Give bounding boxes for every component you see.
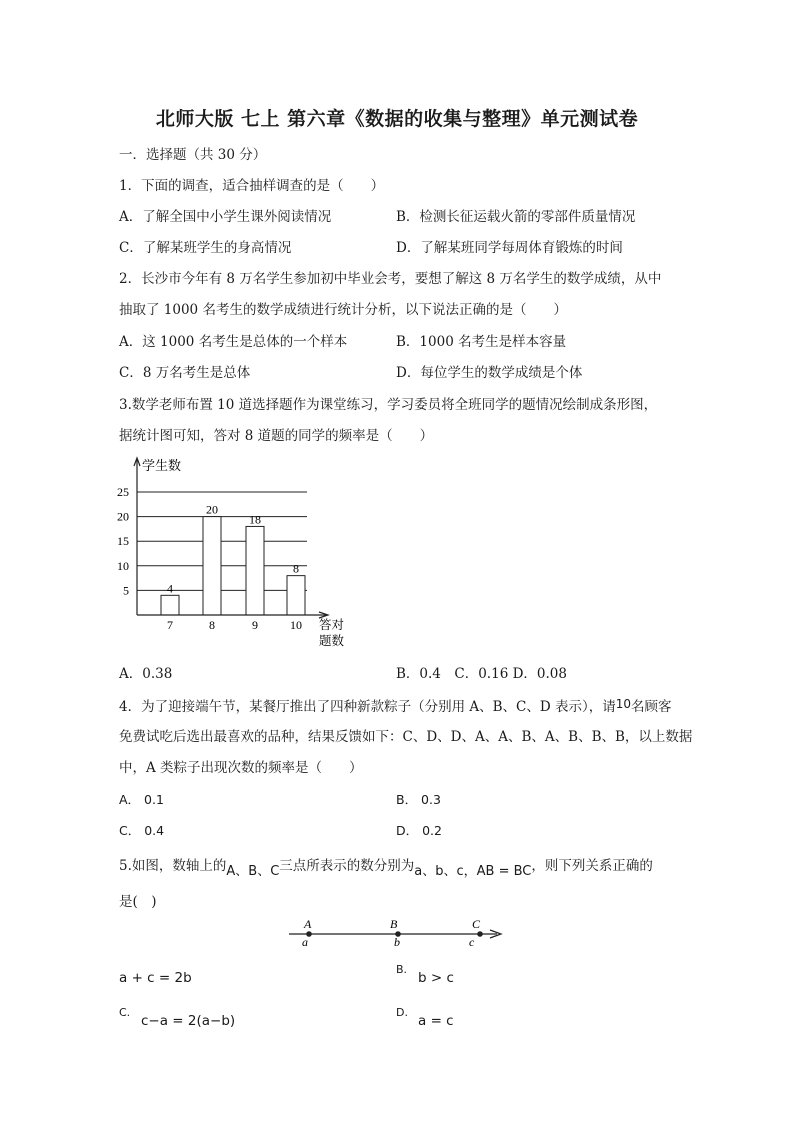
bar-value-label: 8 [293, 561, 299, 576]
value-b-label: b [394, 935, 400, 949]
x-axis-title-line1: 答对 [319, 618, 345, 632]
q4-option-c: C． 0.4 [119, 823, 165, 838]
bar-value-label: 4 [167, 581, 173, 596]
x-tick-label: 8 [209, 618, 215, 632]
q3-options-bcd: B．0.4 C．0.16 D．0.08 [396, 666, 567, 682]
y-tick-label: 10 [117, 558, 129, 573]
bar-value-label: 20 [206, 502, 218, 517]
q2-stem-line2: 抽取了 1000 名考生的数学成绩进行统计分析，以下说法正确的是（ ） [119, 302, 567, 318]
bar-9 [246, 526, 264, 615]
q3-stem-line1: 3.数学老师布置 10 道选择题作为课堂练习，学习委员将全班同学的题情况绘制成条形图， [119, 397, 658, 413]
y-tick-label: 20 [117, 509, 129, 524]
q4-stem-line3: 中，A 类粽子出现次数的频率是（ ） [119, 760, 363, 776]
x-tick-label: 10 [290, 618, 302, 632]
bar-chart [110, 452, 360, 652]
q1-option-b: B．检测长征运载火箭的零部件质量情况 [396, 209, 636, 225]
q5-stem-line1 [119, 857, 653, 879]
q1-option-a: A．了解全国中小学生课外阅读情况 [119, 209, 332, 225]
q5-stem-points: A、B、C [226, 864, 280, 879]
q3-option-a: A．0.38 [119, 666, 173, 682]
q5-option-b-label: B. [396, 963, 408, 976]
point-b-label: B [390, 917, 398, 931]
y-tick-label: 15 [117, 534, 129, 549]
q5-option-b: b > c [418, 970, 454, 986]
y-axis-title: 学生数 [142, 458, 182, 473]
q1-option-c: C．了解某班学生的身高情况 [119, 240, 292, 256]
bar-10 [287, 576, 305, 615]
value-a-label: a [302, 935, 308, 949]
q5-option-d-label: D. [396, 1006, 408, 1019]
q5-stem-part5: ，则下列关系正确的 [531, 858, 653, 874]
point-c-dot [477, 931, 483, 937]
bar-7 [161, 595, 179, 615]
q4-stem-line1-text: 4．为了迎接端午节，某餐厅推出了四种新款粽子（分别用 A、B、C、D 表示），请 [119, 699, 616, 715]
bar-value-label: 18 [249, 512, 261, 527]
q5-stem-values: a、b、c，AB = BC [414, 864, 532, 879]
q5-stem-line2: 是( ) [119, 894, 157, 910]
x-tick-label: 7 [167, 618, 173, 632]
q5-option-d: a = c [418, 1013, 454, 1029]
q2-option-d: D．每位学生的数学成绩是个体 [396, 365, 583, 381]
page-title: 北师大版 七上 第六章《数据的收集与整理》单元测试卷 [155, 108, 639, 130]
q5-option-a: a + c = 2b [119, 970, 192, 986]
q4-option-a: A． 0.1 [119, 792, 164, 807]
point-a-label: A [304, 917, 312, 931]
q1-option-d: D．了解某班同学每周体育锻炼的时间 [396, 240, 623, 256]
point-c-label: C [472, 917, 481, 931]
q2-stem-line1: 2．长沙市今年有 8 万名学生参加初中毕业会考，要想了解这 8 万名学生的数学成绩，从中 [119, 271, 662, 287]
value-c-label: c [469, 935, 475, 949]
q2-option-a: A．这 1000 名考生是总体的一个样本 [119, 334, 348, 350]
q5-stem-part3: 三点所表示的数分别为 [279, 858, 415, 874]
q2-option-c: C．8 万名考生是总体 [119, 365, 251, 381]
section-heading: 一．选择题（共 30 分） [119, 147, 267, 163]
q4-option-d: D． 0.2 [396, 823, 442, 838]
q4-stem-line1 [119, 698, 672, 716]
q4-stem-line1-end: 名顾客 [631, 699, 672, 715]
number-line [285, 912, 510, 952]
y-tick-label: 25 [117, 485, 129, 499]
q4-option-b: B． 0.3 [396, 792, 441, 807]
q1-stem: 1．下面的调查，适合抽样调查的是（ ） [119, 178, 385, 194]
x-axis-title-line2: 题数 [319, 634, 345, 648]
q4-stem-line2: 免费试吃后选出最喜欢的品种，结果反馈如下：C、D、D、A、A、B、A、B、B、B，以上数据 [119, 729, 693, 745]
y-tick-label: 5 [123, 583, 129, 598]
q5-option-c-label: C. [119, 1006, 131, 1019]
q5-option-c: c−a = 2(a−b) [141, 1013, 236, 1029]
q3-stem-line2: 据统计图可知，答对 8 道题的同学的频率是（ ） [119, 428, 434, 444]
q2-option-b: B．1000 名考生是样本容量 [396, 334, 567, 350]
bar-8 [203, 517, 221, 615]
x-tick-label: 9 [252, 618, 258, 632]
q5-stem-part1: 5.如图，数轴上的 [119, 858, 227, 874]
q4-count: 10 [615, 697, 632, 711]
